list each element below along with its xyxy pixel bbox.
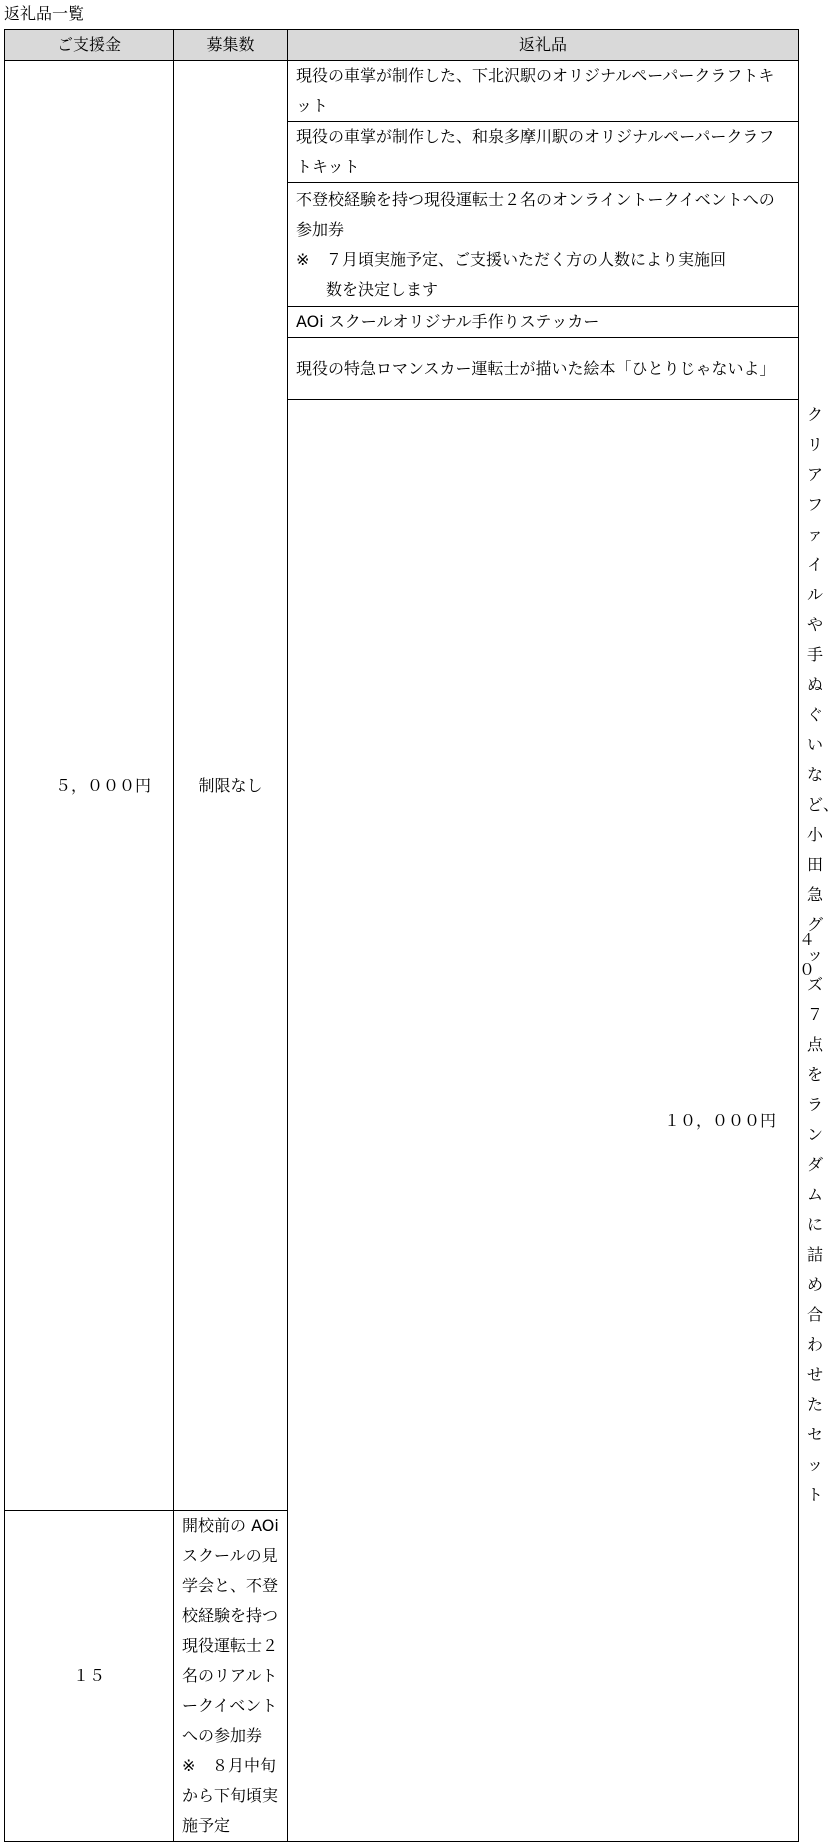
tier2-reward-2: [174, 1511, 288, 1842]
header-row: [5, 30, 799, 61]
header-reward: 返礼品: [288, 30, 799, 61]
tier1-reward-1: 現役の車掌が制作した、下北沢駅のオリジナルペーパークラフトキット: [288, 61, 799, 122]
tier2-amount: １０，０００円: [288, 400, 799, 1842]
table-row: １０，０００円 ４０ クリアファイルや手ぬぐいなど、小田急グッズ７点をランダムに詰め合わせたセット: [5, 400, 799, 1511]
note-mark: ※: [296, 249, 310, 269]
header-count: 募集数: [174, 30, 288, 61]
tier1-reward-5: 現役の特急ロマンスカー運転士が描いた絵本「ひとりじゃないよ」: [288, 338, 799, 400]
tier1-reward-2: 現役の車掌が制作した、和泉多摩川駅のオリジナルペーパークラフトキット: [288, 122, 799, 183]
header-amount: ご支援金: [5, 30, 174, 61]
tier1-reward-3: [288, 183, 799, 307]
tier1-note-text-2: 数を決定します: [326, 279, 439, 299]
tier2-note: [182, 1751, 279, 1841]
tier1-amount: ５，０００円: [5, 61, 174, 1511]
tier1-reward-3-text: 不登校経験を持つ現役運転士２名のオンライントークイベントへの参加券: [296, 189, 775, 239]
tier2-note-text: ８月中旬から下旬頃実施予定: [182, 1756, 279, 1835]
tier1-reward-4: AOi スクールオリジナル手作りステッカー: [288, 307, 799, 338]
table-row: [5, 61, 799, 122]
page-title: 返礼品一覧: [4, 4, 85, 23]
tier1-note: [296, 245, 790, 305]
note-mark: ※: [182, 1756, 196, 1775]
tier2-count-2: １５: [5, 1511, 174, 1842]
tier1-note-text-1: ７月頃実施予定、ご支援いただく方の人数により実施回: [326, 249, 727, 269]
reward-table: [4, 29, 839, 1842]
tier2-reward-2-text: 開校前の AOi スクールの見学会と、不登校経験を持つ現役運転士２名のリアルトークイベントへの参加券: [182, 1516, 279, 1745]
tier1-count: 制限なし: [174, 61, 288, 1511]
